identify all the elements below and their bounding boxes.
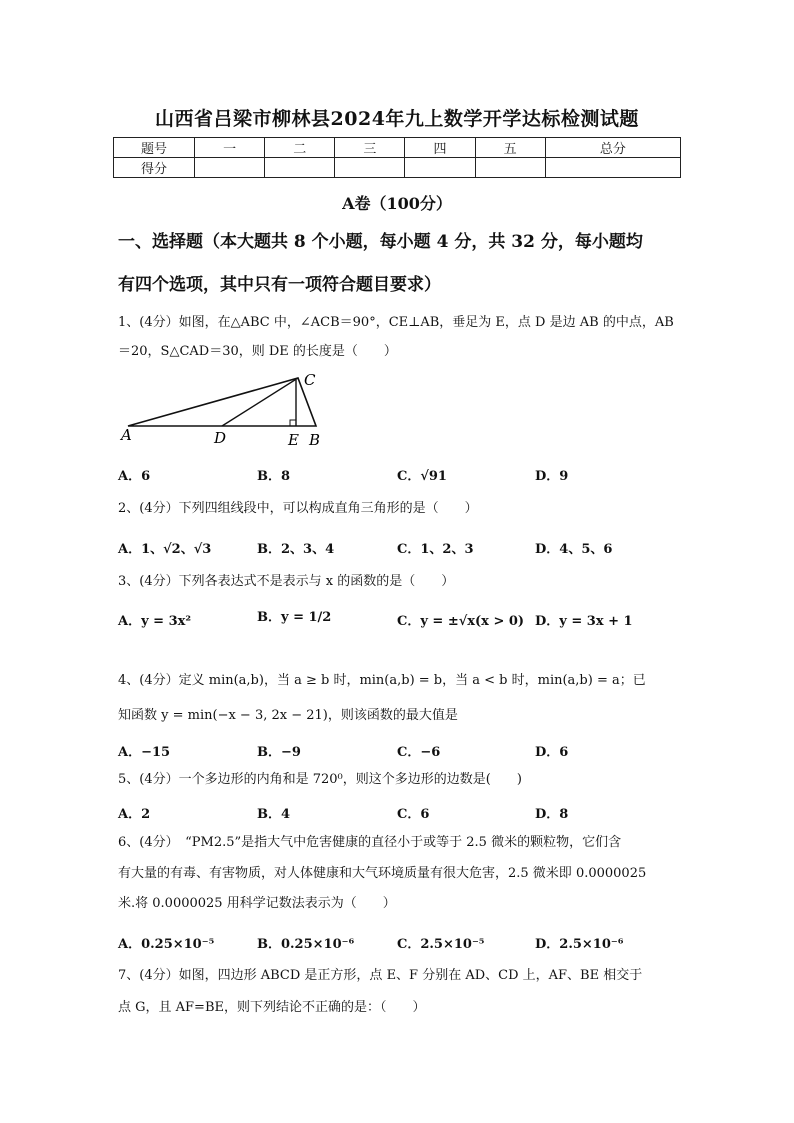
label-e: E bbox=[288, 431, 299, 449]
q7-stem-line2: 点 G，且 AF=BE，则下列结论不正确的是：（ ） bbox=[118, 1000, 426, 1015]
page-title: 山西省吕梁市柳林县2024年九上数学开学达标检测试题 bbox=[155, 108, 639, 130]
label-d: D bbox=[214, 429, 227, 447]
q6-option-b[interactable]: B．0.25×10⁻⁶ bbox=[257, 937, 355, 952]
q4-option-c[interactable]: C．−6 bbox=[397, 745, 441, 760]
q2-option-b[interactable]: B．2、3、4 bbox=[257, 542, 335, 557]
q4-stem-line1: 4、(4分）定义 min(a,b)，当 a ≥ b 时，min(a,b) = b，当 a < b 时，min(a,b) = a；已 bbox=[118, 673, 646, 688]
q1-option-a[interactable]: A．6 bbox=[118, 469, 151, 484]
q5-option-c[interactable]: C．6 bbox=[397, 807, 430, 822]
score-cell[interactable] bbox=[545, 158, 680, 178]
q2-stem: 2、(4分）下列四组线段中，可以构成直角三角形的是（ ） bbox=[118, 501, 478, 516]
q3-option-d[interactable]: D．y = 3x + 1 bbox=[535, 614, 633, 629]
q1-option-d[interactable]: D．9 bbox=[535, 469, 569, 484]
score-header-cell: 总分 bbox=[545, 138, 680, 158]
score-cell[interactable] bbox=[405, 158, 475, 178]
score-cell[interactable] bbox=[475, 158, 545, 178]
label-c: C bbox=[304, 371, 316, 389]
q2-option-a[interactable]: A．1、√2、√3 bbox=[118, 542, 212, 557]
q5-option-a[interactable]: A．2 bbox=[118, 807, 151, 822]
q1-triangle-figure bbox=[118, 368, 328, 452]
score-row-label: 得分 bbox=[114, 158, 195, 178]
q3-option-c[interactable]: C．y = ±√x(x > 0) bbox=[397, 614, 525, 629]
q4-option-a[interactable]: A．−15 bbox=[118, 745, 171, 760]
q6-option-a[interactable]: A．0.25×10⁻⁵ bbox=[118, 937, 215, 952]
q3-option-a[interactable]: A．y = 3x² bbox=[118, 614, 192, 629]
q7-stem-line1: 7、(4分）如图，四边形 ABCD 是正方形，点 E、F 分别在 AD、CD 上，AF、BE 相交于 bbox=[118, 968, 643, 983]
label-b: B bbox=[309, 431, 321, 449]
right-angle-mark bbox=[290, 420, 296, 426]
q1-stem-line1: 1、(4分）如图，在△ABC 中，∠ACB＝90°，CE⊥AB，垂足为 E，点 D 是边 AB 的中点，AB bbox=[118, 315, 674, 330]
score-header-cell: 四 bbox=[405, 138, 475, 158]
score-header-cell: 一 bbox=[195, 138, 265, 158]
q1-option-c[interactable]: C．√91 bbox=[397, 469, 447, 484]
label-a: A bbox=[121, 426, 132, 444]
q1-option-b[interactable]: B．8 bbox=[257, 469, 291, 484]
section-heading-line2: 有四个选项，其中只有一项符合题目要求） bbox=[118, 275, 441, 295]
q1-stem-line2: ＝20，S△CAD＝30，则 DE 的长度是（ ） bbox=[118, 344, 397, 359]
q5-option-d[interactable]: D．8 bbox=[535, 807, 569, 822]
score-cell[interactable] bbox=[195, 158, 265, 178]
q2-option-c[interactable]: C．1、2、3 bbox=[397, 542, 474, 557]
score-table-score-row bbox=[114, 158, 681, 178]
score-cell[interactable] bbox=[335, 158, 405, 178]
q5-option-b[interactable]: B．4 bbox=[257, 807, 291, 822]
q3-stem: 3、(4分）下列各表达式不是表示与 x 的函数的是（ ） bbox=[118, 574, 455, 589]
q6-stem-line2: 有大量的有毒、有害物质，对人体健康和大气环境质量有很大危害，2.5 微米即 0.0000025 bbox=[118, 866, 647, 881]
q6-stem-line1: 6、(4分） “PM2.5”是指大气中危害健康的直径小于或等于 2.5 微米的颗粒物，它们含 bbox=[118, 835, 622, 850]
score-cell[interactable] bbox=[265, 158, 335, 178]
score-table bbox=[113, 137, 681, 178]
q6-option-c[interactable]: C．2.5×10⁻⁵ bbox=[397, 937, 485, 952]
q6-stem-line3: 米.将 0.0000025 用科学记数法表示为（ ） bbox=[118, 896, 396, 911]
q4-option-b[interactable]: B．−9 bbox=[257, 745, 301, 760]
paper-part-label: A卷（100分） bbox=[342, 194, 452, 213]
q6-option-d[interactable]: D．2.5×10⁻⁶ bbox=[535, 937, 624, 952]
score-header-cell: 二 bbox=[265, 138, 335, 158]
q2-option-d[interactable]: D．4、5、6 bbox=[535, 542, 613, 557]
q5-stem: 5、(4分）一个多边形的内角和是 720⁰，则这个多边形的边数是( ) bbox=[118, 772, 522, 787]
score-header-cell: 三 bbox=[335, 138, 405, 158]
score-header-cell: 五 bbox=[475, 138, 545, 158]
q3-option-b[interactable]: B．y = 1/2 bbox=[257, 610, 332, 625]
q4-option-d[interactable]: D．6 bbox=[535, 745, 569, 760]
q4-stem-line2: 知函数 y = min(−x − 3, 2x − 21)，则该函数的最大值是 bbox=[118, 708, 458, 723]
segment-cd bbox=[222, 378, 298, 426]
score-table-header-row bbox=[114, 138, 681, 158]
section-heading-line1: 一、选择题（本大题共 8 个小题，每小题 4 分，共 32 分，每小题均 bbox=[118, 232, 643, 252]
score-header-cell: 题号 bbox=[114, 138, 195, 158]
